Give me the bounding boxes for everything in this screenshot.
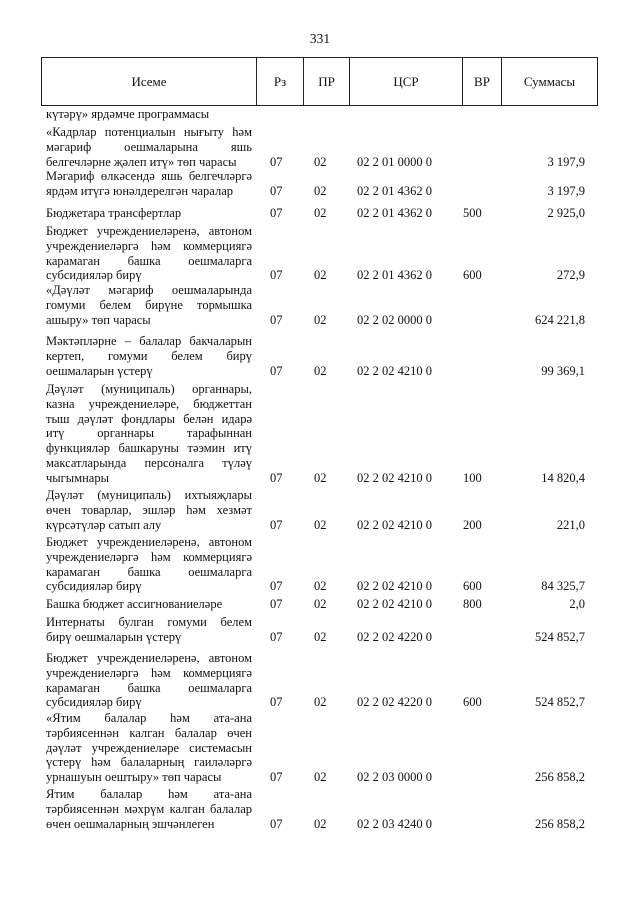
table-row bbox=[0, 334, 640, 378]
row-name-line: учреждениеләргә һәм коммерциягә bbox=[46, 665, 252, 680]
row-sum: 3 197,9 bbox=[547, 183, 585, 198]
row-rz: 07 bbox=[270, 206, 283, 220]
row-csr: 02 2 02 4220 0 bbox=[357, 629, 432, 644]
row-name-line: Мәгариф өлкәсендә яшь белгечләргә bbox=[46, 169, 252, 183]
row-vr: 600 bbox=[463, 579, 482, 594]
row-name bbox=[46, 107, 252, 122]
row-name-line: мәгариф оешмаларына яшь bbox=[46, 139, 252, 154]
row-rz: 07 bbox=[270, 816, 283, 831]
row-sum: 272,9 bbox=[556, 268, 585, 283]
row-sum: 256 858,2 bbox=[535, 770, 585, 785]
row-name bbox=[46, 334, 252, 378]
row-name-line: субсидияләр бирү bbox=[46, 695, 142, 710]
row-name-line: Дәүләт (муниципаль) органнары, bbox=[46, 382, 252, 396]
row-name bbox=[46, 615, 252, 645]
row-rz: 07 bbox=[270, 770, 283, 785]
row-csr: 02 2 02 0000 0 bbox=[357, 312, 432, 327]
row-sum: 524 852,7 bbox=[535, 695, 585, 710]
row-name bbox=[46, 535, 252, 594]
table-row bbox=[0, 169, 640, 199]
table-row bbox=[0, 224, 640, 283]
row-pr: 02 bbox=[314, 154, 327, 169]
table-row bbox=[0, 382, 640, 486]
row-name-line: «Дәүләт мәгариф оешмаларында bbox=[46, 283, 252, 297]
row-pr: 02 bbox=[314, 629, 327, 644]
row-pr: 02 bbox=[314, 268, 327, 283]
header-csr: ЦСР bbox=[349, 58, 462, 105]
row-name-line: Башка бюджет ассигнованиеләре bbox=[46, 597, 223, 611]
row-name bbox=[46, 787, 252, 831]
row-name-line: оешмаларын үстерү bbox=[46, 363, 153, 378]
row-rz: 07 bbox=[270, 268, 283, 283]
row-csr: 02 2 01 4362 0 bbox=[357, 206, 432, 220]
row-pr: 02 bbox=[314, 312, 327, 327]
row-name bbox=[46, 283, 252, 327]
row-name-line: «Кадрлар потенциалын нығыту һәм bbox=[46, 125, 252, 139]
row-name bbox=[46, 488, 252, 532]
header-pr: ПР bbox=[303, 58, 349, 105]
row-sum: 624 221,8 bbox=[535, 312, 585, 327]
row-rz: 07 bbox=[270, 517, 283, 532]
header-name: Исеме bbox=[131, 73, 167, 89]
row-name bbox=[46, 125, 252, 169]
row-name-line: максатларында персоналга түләү bbox=[46, 455, 252, 470]
row-sum: 3 197,9 bbox=[547, 154, 585, 169]
row-name-line: карамаган башка оешмаларга bbox=[46, 253, 252, 268]
row-name-line: тыш дәүләт фондлары белән идарә bbox=[46, 411, 252, 426]
row-vr: 200 bbox=[463, 517, 482, 532]
row-name-line: итү органнары тарафыннан bbox=[46, 426, 252, 441]
row-sum: 524 852,7 bbox=[535, 629, 585, 644]
table-row bbox=[0, 651, 640, 710]
row-pr: 02 bbox=[314, 517, 327, 532]
row-vr: 600 bbox=[463, 695, 482, 710]
row-vr: 800 bbox=[463, 597, 482, 611]
row-name-line: карамаган башка оешмаларга bbox=[46, 564, 252, 579]
row-vr: 500 bbox=[463, 206, 482, 220]
row-name-line: ярдәм итүгә юнәлдерелгән чаралар bbox=[46, 183, 234, 198]
row-csr: 02 2 03 4240 0 bbox=[357, 816, 432, 831]
row-name-line: белгечләрне җәлеп итү» төп чарасы bbox=[46, 154, 237, 169]
row-name-line: Бюджет учреждениеләренә, автоном bbox=[46, 651, 252, 665]
row-name-line: чыгымнары bbox=[46, 470, 110, 485]
table-row bbox=[0, 535, 640, 594]
row-name-line: ашыру» төп чарасы bbox=[46, 312, 151, 327]
row-name-line: функцияләр башкаруны тәэмин итү bbox=[46, 441, 252, 456]
row-rz: 07 bbox=[270, 597, 283, 611]
row-name-line: Бюджет учреждениеләренә, автоном bbox=[46, 535, 252, 549]
row-pr: 02 bbox=[314, 470, 327, 485]
row-rz: 07 bbox=[270, 363, 283, 378]
row-csr: 02 2 03 0000 0 bbox=[357, 770, 432, 785]
row-rz: 07 bbox=[270, 154, 283, 169]
row-name-line: «Ятим балалар һәм ата-ана bbox=[46, 711, 252, 725]
row-pr: 02 bbox=[314, 695, 327, 710]
row-name-line: карамаган башка оешмаларга bbox=[46, 680, 252, 695]
table-header bbox=[41, 57, 598, 106]
row-rz: 07 bbox=[270, 629, 283, 644]
row-name-line: күтәрү» ярдәмче программасы bbox=[46, 107, 210, 121]
row-pr: 02 bbox=[314, 363, 327, 378]
table-row bbox=[0, 597, 640, 612]
row-name-line: тәрбиясеннән калган балалар өчен bbox=[46, 725, 252, 740]
row-pr: 02 bbox=[314, 579, 327, 594]
row-csr: 02 2 01 4362 0 bbox=[357, 268, 432, 283]
row-csr: 02 2 02 4210 0 bbox=[357, 517, 432, 532]
table-row bbox=[0, 283, 640, 327]
row-name bbox=[46, 206, 252, 221]
row-name-line: Ятим балалар һәм ата-ана bbox=[46, 787, 252, 801]
row-name-line: өчен товарлар, эшләр һәм хезмәт bbox=[46, 502, 252, 517]
row-rz: 07 bbox=[270, 183, 283, 198]
row-csr: 02 2 02 4210 0 bbox=[357, 597, 432, 611]
row-name-line: субсидияләр бирү bbox=[46, 579, 142, 594]
row-name-line: күрсәтүләр сатып алу bbox=[46, 517, 162, 532]
table-row bbox=[0, 125, 640, 169]
row-name-line: Дәүләт (муниципаль) ихтыяҗлары bbox=[46, 488, 252, 502]
row-name-line: учреждениеләргә һәм коммерциягә bbox=[46, 238, 252, 253]
row-csr: 02 2 01 4362 0 bbox=[357, 183, 432, 198]
header-rz: Рз bbox=[256, 58, 303, 105]
row-name bbox=[46, 382, 252, 486]
row-rz: 07 bbox=[270, 579, 283, 594]
row-name bbox=[46, 597, 252, 612]
row-rz: 07 bbox=[270, 470, 283, 485]
row-name-line: Бюджет учреждениеләренә, автоном bbox=[46, 224, 252, 238]
table-row bbox=[0, 488, 640, 532]
header-vr: ВР bbox=[462, 58, 501, 105]
table-row bbox=[0, 711, 640, 785]
row-name bbox=[46, 169, 252, 199]
row-name-line: гомуми белем бирүне тормышка bbox=[46, 297, 252, 312]
row-pr: 02 bbox=[314, 816, 327, 831]
row-csr: 02 2 02 4210 0 bbox=[357, 363, 432, 378]
row-name-line: Мәктәпләрне – балалар бакчаларын bbox=[46, 334, 252, 348]
table-row bbox=[0, 615, 640, 645]
row-name-line: өчен оешмаларның эшчәнлеген bbox=[46, 816, 215, 831]
table-row bbox=[0, 787, 640, 831]
row-name bbox=[46, 711, 252, 785]
row-name-line: бирү оешмаларын үстерү bbox=[46, 629, 182, 644]
row-name-line: тәрбиясеннән мәхрүм калган балалар bbox=[46, 801, 252, 816]
row-rz: 07 bbox=[270, 695, 283, 710]
row-name-line: казна учреждениеләре, бюджеттан bbox=[46, 396, 252, 411]
row-name-line: субсидияләр бирү bbox=[46, 268, 142, 283]
row-sum: 256 858,2 bbox=[535, 816, 585, 831]
row-name-line: Интернаты булган гомуми белем bbox=[46, 615, 252, 629]
row-name bbox=[46, 224, 252, 283]
header-sum: Суммасы bbox=[501, 58, 597, 105]
row-name-line: кертеп, гомуми белем бирү bbox=[46, 348, 252, 363]
table-row bbox=[0, 107, 640, 122]
row-csr: 02 2 02 4210 0 bbox=[357, 470, 432, 485]
row-csr: 02 2 02 4210 0 bbox=[357, 579, 432, 594]
row-name-line: Бюджетара трансфертлар bbox=[46, 206, 182, 220]
row-sum: 84 325,7 bbox=[541, 579, 585, 594]
row-name-line: урнашуын оештыру» төп чарасы bbox=[46, 770, 222, 785]
row-sum: 221,0 bbox=[556, 517, 585, 532]
row-csr: 02 2 02 4220 0 bbox=[357, 695, 432, 710]
row-name-line: дәүләт учреждениеләре системасын bbox=[46, 740, 252, 755]
row-sum: 2,0 bbox=[569, 597, 585, 611]
row-csr: 02 2 01 0000 0 bbox=[357, 154, 432, 169]
row-vr: 100 bbox=[463, 470, 482, 485]
row-pr: 02 bbox=[314, 206, 327, 220]
row-pr: 02 bbox=[314, 183, 327, 198]
row-sum: 2 925,0 bbox=[547, 206, 585, 220]
row-pr: 02 bbox=[314, 770, 327, 785]
row-rz: 07 bbox=[270, 312, 283, 327]
row-name-line: учреждениеләргә һәм коммерциягә bbox=[46, 549, 252, 564]
row-sum: 99 369,1 bbox=[541, 363, 585, 378]
row-name-line: үстерү һәм балаларның гаиләләргә bbox=[46, 755, 252, 770]
row-sum: 14 820,4 bbox=[541, 470, 585, 485]
table-row bbox=[0, 206, 640, 221]
row-vr: 600 bbox=[463, 268, 482, 283]
row-name bbox=[46, 651, 252, 710]
row-pr: 02 bbox=[314, 597, 327, 611]
page-number: 331 bbox=[309, 31, 331, 46]
